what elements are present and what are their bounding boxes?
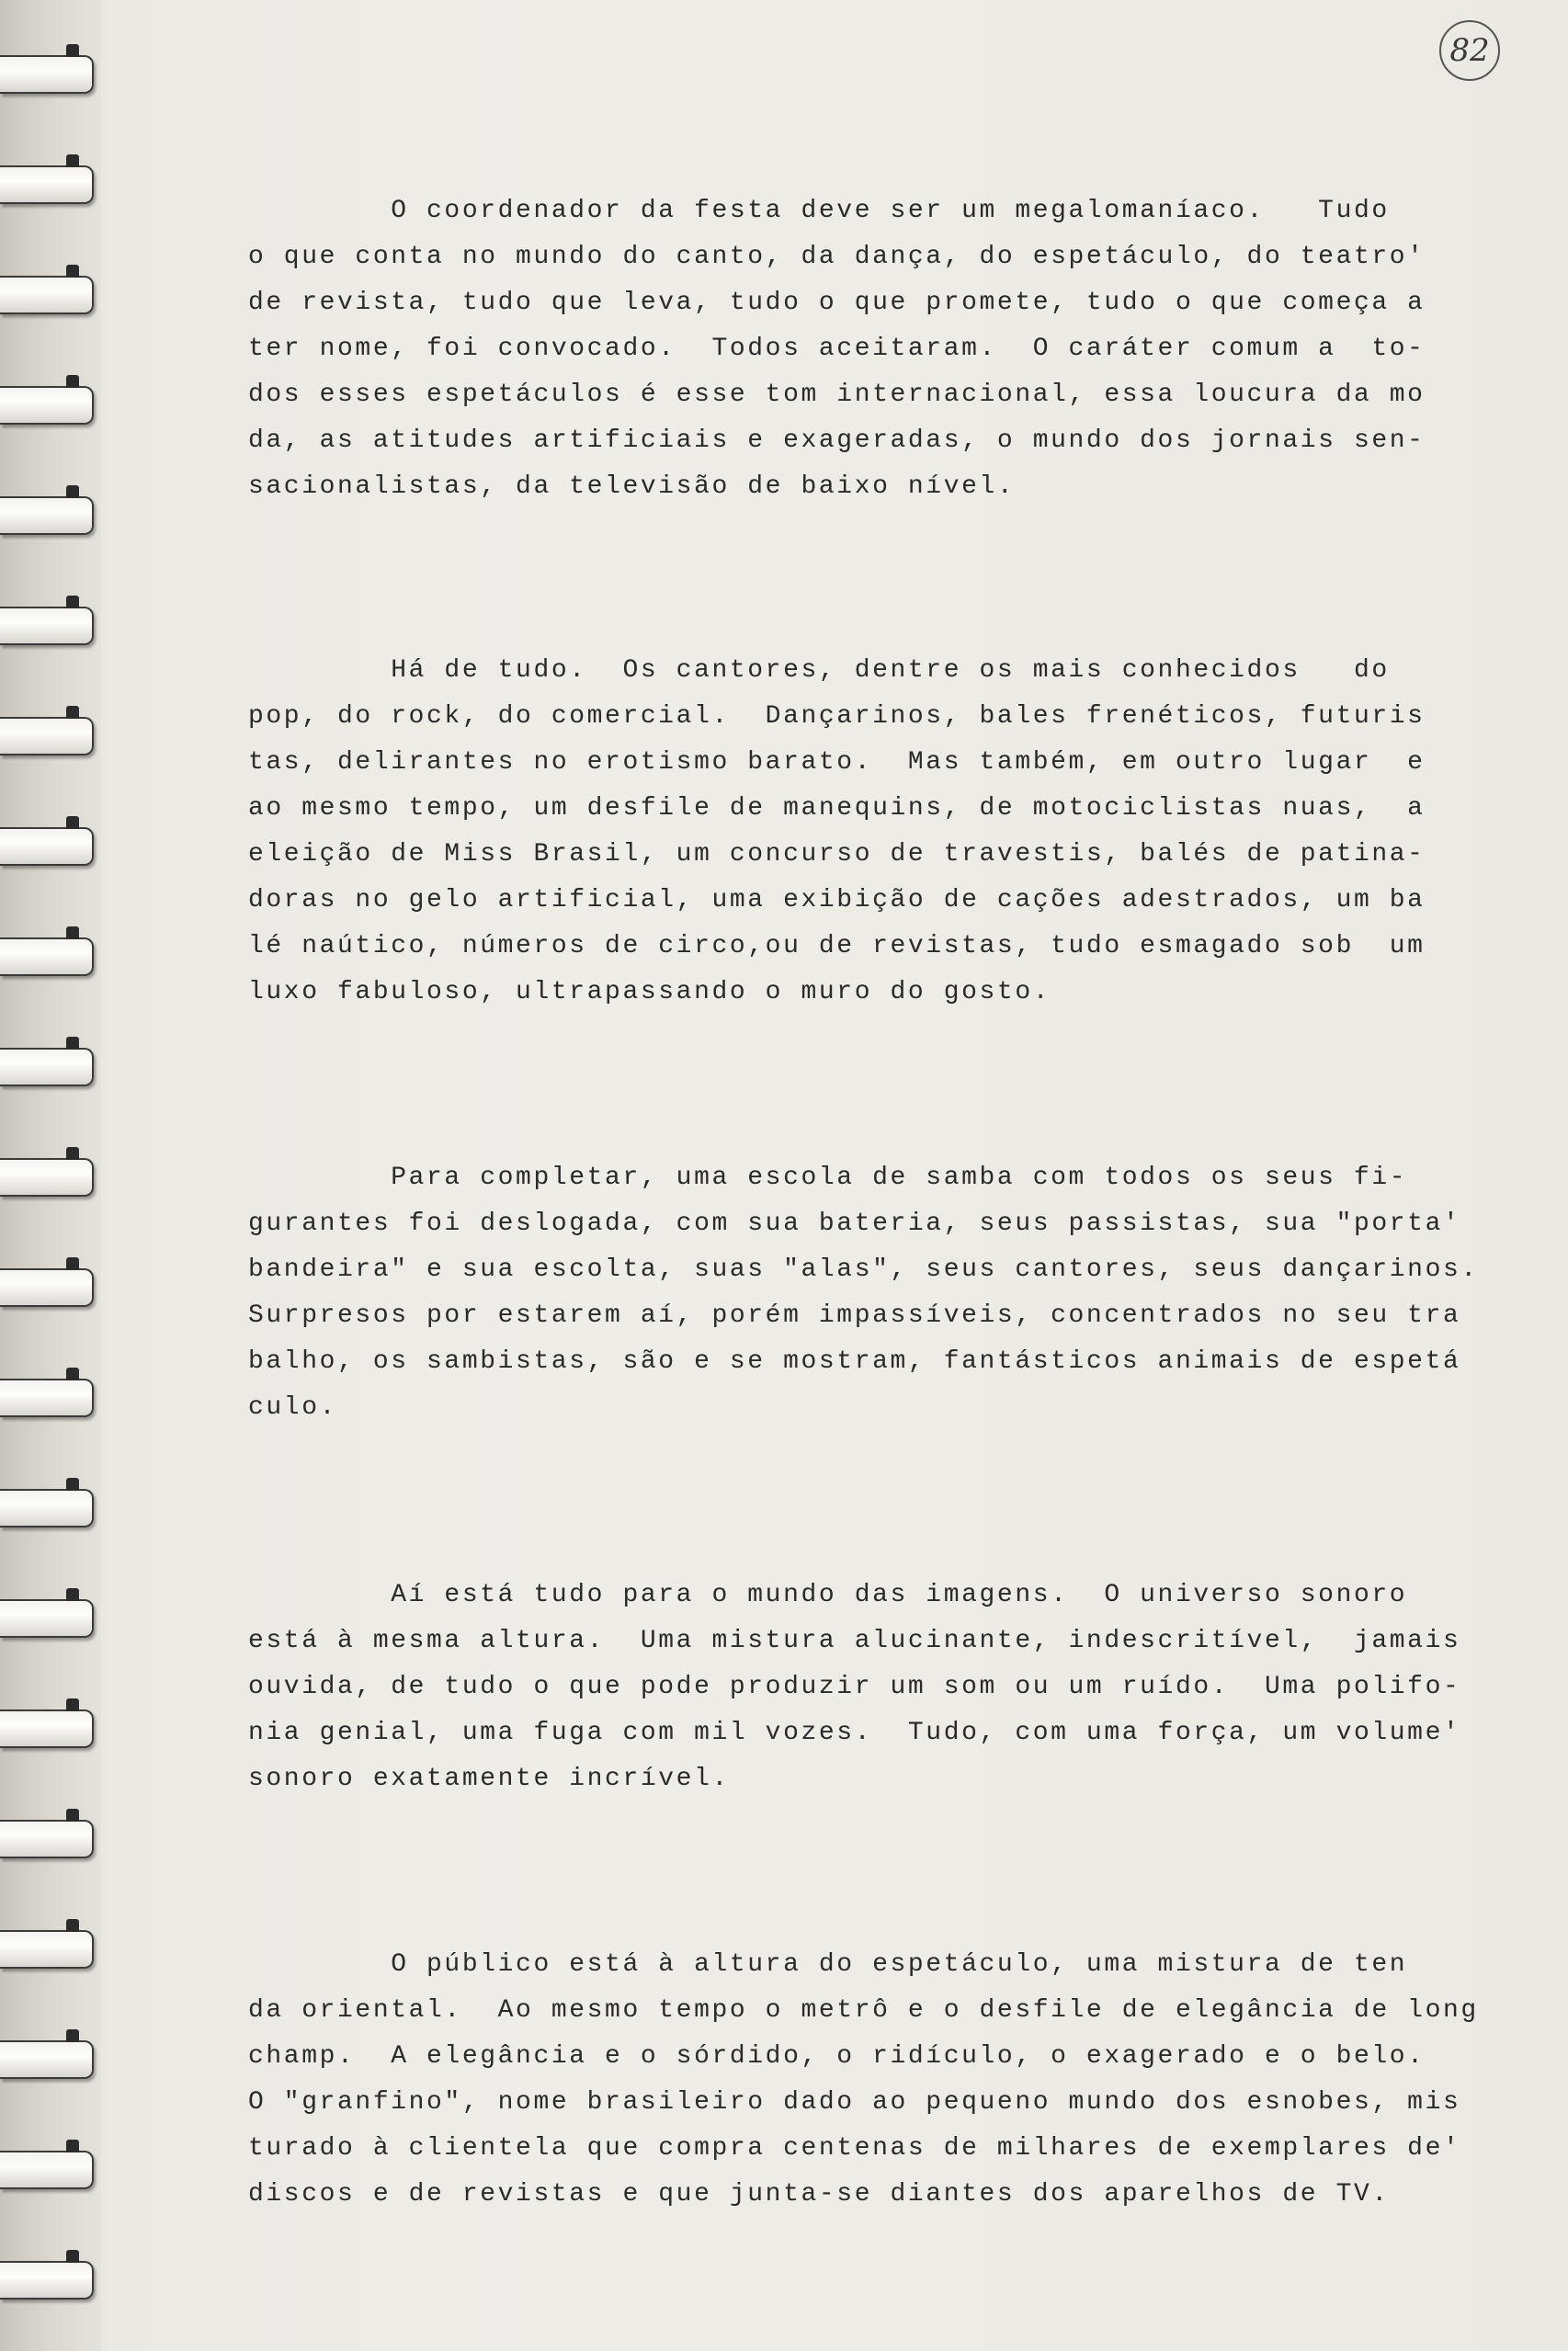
text-line: O público está à altura do espetáculo, uma mistura de ten [248, 1950, 1408, 1979]
binding-ring [0, 827, 94, 866]
binding-ring [0, 2040, 94, 2079]
binding-ring [0, 386, 94, 425]
text-line: eleição de Miss Brasil, um concurso de travestis, balés de patina- [248, 840, 1426, 869]
binding-ring [0, 717, 94, 755]
spiral-binding [0, 0, 101, 2351]
paragraph [248, 648, 1526, 1016]
text-line: da, as atitudes artificiais e exageradas, o mundo dos jornais sen- [248, 426, 1426, 455]
text-line: culo. [248, 1393, 338, 1422]
binding-ring [0, 1599, 94, 1638]
text-line: ouvida, de tudo o que pode produzir um som ou um ruído. Uma polifo- [248, 1673, 1461, 1701]
text-line: turado à clientela que compra centenas de milhares de exemplares de' [248, 2134, 1461, 2163]
paragraph [248, 1573, 1526, 1802]
paragraph [248, 1942, 1526, 2218]
text-line: Para completar, uma escola de samba com todos os seus fi- [248, 1164, 1408, 1192]
text-line: ter nome, foi convocado. Todos aceitaram. O caráter comum a to- [248, 335, 1426, 363]
paragraph [248, 1155, 1526, 1431]
text-line: o que conta no mundo do canto, da dança, do espetáculo, do teatro' [248, 243, 1426, 271]
binding-ring [0, 607, 94, 645]
text-line: ao mesmo tempo, um desfile de manequins, de motociclistas nuas, a [248, 794, 1426, 823]
binding-ring [0, 1930, 94, 1969]
text-line: Aí está tudo para o mundo das imagens. O universo sonoro [248, 1581, 1408, 1609]
binding-ring [0, 165, 94, 204]
text-line: dos esses espetáculos é esse tom internacional, essa loucura da mo [248, 380, 1426, 409]
binding-ring [0, 1709, 94, 1748]
binding-ring [0, 55, 94, 94]
text-line: da oriental. Ao mesmo tempo o metrô e o desfile de elegância de long [248, 1996, 1479, 2025]
text-line: gurantes foi deslogada, com sua bateria, seus passistas, sua "porta' [248, 1210, 1461, 1238]
binding-ring [0, 1489, 94, 1528]
text-line: de revista, tudo que leva, tudo o que promete, tudo o que começa a [248, 289, 1426, 317]
text-line: discos e de revistas e que junta-se diantes dos aparelhos de TV. [248, 2180, 1390, 2209]
binding-ring [0, 2261, 94, 2300]
text-line: tas, delirantes no erotismo barato. Mas também, em outro lugar e [248, 748, 1426, 777]
binding-ring [0, 1268, 94, 1307]
text-line: nia genial, uma fuga com mil vozes. Tudo, com uma força, um volume' [248, 1719, 1461, 1747]
text-line: Há de tudo. Os cantores, dentre os mais conhecidos do [248, 656, 1390, 685]
binding-ring [0, 937, 94, 976]
text-line: lé naútico, números de circo,ou de revistas, tudo esmagado sob um [248, 932, 1426, 960]
binding-ring [0, 276, 94, 314]
page-number-stamp: 82 [1439, 20, 1500, 81]
text-line: doras no gelo artificial, uma exibição de cações adestrados, um ba [248, 886, 1426, 914]
binding-ring [0, 2151, 94, 2189]
paragraph [248, 188, 1526, 510]
text-line: balho, os sambistas, são e se mostram, fantásticos animais de espetá [248, 1347, 1461, 1376]
binding-ring [0, 1048, 94, 1086]
text-line: champ. A elegância e o sórdido, o ridículo, o exagerado e o belo. [248, 2042, 1426, 2071]
text-line: pop, do rock, do comercial. Dançarinos, bales frenéticos, futuris [248, 702, 1426, 731]
text-line: está à mesma altura. Uma mistura alucinante, indescritível, jamais [248, 1627, 1461, 1655]
text-line: sacionalistas, da televisão de baixo nível. [248, 472, 1016, 501]
document-body [248, 188, 1526, 2218]
binding-ring [0, 1379, 94, 1417]
binding-ring [0, 1158, 94, 1197]
text-line: luxo fabuloso, ultrapassando o muro do gosto. [248, 978, 1051, 1006]
text-line: Surpresos por estarem aí, porém impassíveis, concentrados no seu tra [248, 1301, 1461, 1330]
binding-ring [0, 1820, 94, 1858]
text-line: sonoro exatamente incrível. [248, 1765, 730, 1793]
text-line: O "granfino", nome brasileiro dado ao pequeno mundo dos esnobes, mis [248, 2088, 1461, 2117]
text-line: bandeira" e sua escolta, suas "alas", seus cantores, seus dançarinos. [248, 1255, 1479, 1284]
text-line: O coordenador da festa deve ser um megalomaníaco. Tudo [248, 197, 1390, 225]
binding-ring [0, 496, 94, 535]
